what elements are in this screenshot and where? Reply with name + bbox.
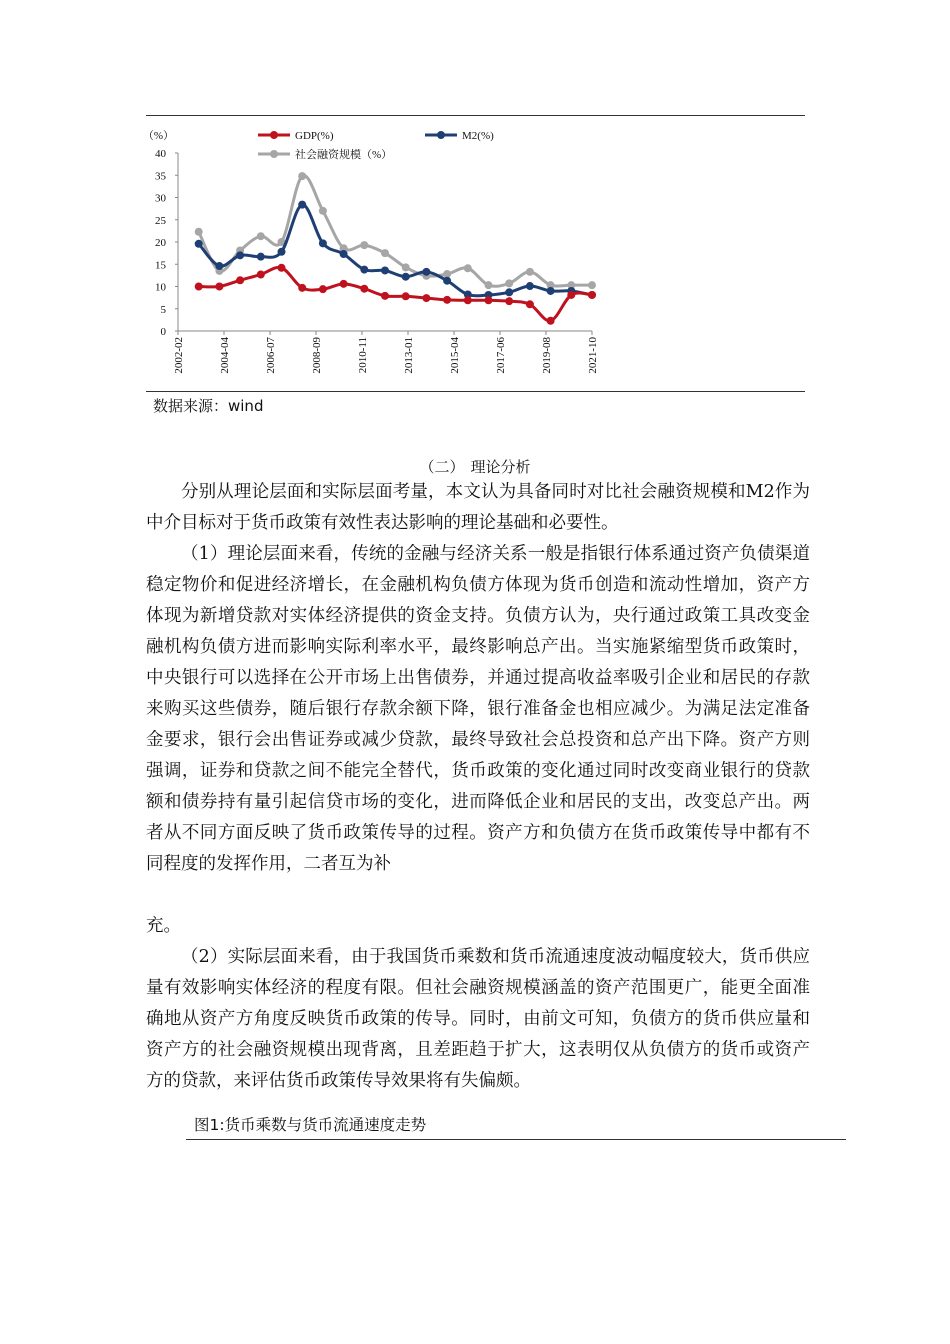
- data-point: [443, 296, 451, 304]
- data-point: [319, 207, 327, 215]
- data-point: [195, 228, 203, 236]
- legend-swatch-marker: [437, 131, 445, 139]
- data-point: [195, 283, 203, 291]
- x-tick-label: 2021-10: [587, 337, 599, 374]
- x-tick-label: 2015-04: [449, 337, 461, 374]
- data-point: [236, 276, 244, 284]
- data-point: [236, 251, 244, 259]
- data-point: [298, 284, 306, 292]
- section-heading: [0, 456, 950, 477]
- section-number: （二）: [419, 458, 465, 476]
- legend-label: GDP(%): [295, 130, 334, 142]
- data-point: [360, 266, 368, 274]
- data-point: [505, 297, 513, 305]
- data-point: [381, 266, 389, 274]
- paragraph-2-tail: 充。: [146, 916, 181, 936]
- y-tick-label: 10: [155, 281, 166, 294]
- legend-swatch-marker: [270, 131, 278, 139]
- x-axis-ticks: [173, 331, 599, 374]
- y-axis-ticks: [155, 148, 178, 338]
- figure-caption: 图1:货币乘数与货币流通速度走势: [194, 1116, 427, 1134]
- data-point: [547, 317, 555, 325]
- data-point: [319, 285, 327, 293]
- data-point: [464, 264, 472, 272]
- x-tick-label: 2004-04: [219, 337, 231, 374]
- data-point: [567, 291, 575, 299]
- data-point: [505, 288, 513, 296]
- data-point: [464, 296, 472, 304]
- data-point: [298, 201, 306, 209]
- y-tick-label: 35: [155, 170, 166, 183]
- data-point: [278, 248, 286, 256]
- data-point: [340, 280, 348, 288]
- series-1: [195, 201, 596, 299]
- data-point: [547, 287, 555, 295]
- legend-label: M2(%): [462, 130, 494, 142]
- data-point: [485, 281, 493, 289]
- data-point: [526, 282, 534, 290]
- x-tick-label: 2010-11: [357, 337, 369, 374]
- data-point: [195, 240, 203, 248]
- data-point: [402, 273, 410, 281]
- x-tick-label: 2017-06: [495, 337, 507, 374]
- data-point: [485, 296, 493, 304]
- data-point: [381, 292, 389, 300]
- y-unit-label: （%）: [142, 130, 174, 142]
- data-source-note: 数据来源：wind: [153, 397, 264, 415]
- legend-swatch-marker: [270, 150, 278, 158]
- data-point: [340, 250, 348, 258]
- data-point: [257, 253, 265, 261]
- data-point: [298, 172, 306, 180]
- data-point: [588, 281, 596, 289]
- x-tick-label: 2019-08: [541, 337, 553, 374]
- section-title: 理论分析: [470, 458, 531, 476]
- data-point: [402, 292, 410, 300]
- x-tick-label: 2013-01: [403, 337, 415, 374]
- data-point: [422, 294, 430, 302]
- y-tick-label: 0: [160, 326, 166, 338]
- data-point: [360, 285, 368, 293]
- data-point: [215, 283, 223, 291]
- data-point: [215, 262, 223, 270]
- series-2: [195, 172, 596, 289]
- paragraph-1: 分别从理论层面和实际层面考量，本文认为具备同时对比社会融资规模和M2作为中介目标对于货币政策有效性表达影响的理论基础和必要性。: [146, 482, 810, 533]
- paragraph-2: （1）理论层面来看，传统的金融与经济关系一般是指银行体系通过资产负债渠道稳定物价和促进经济增长，在金融机构负债方体现为货币创造和流动性增加，资产方体现为新增贷款对实体经济提供的资金支持。负债方认为，央行通过政策工具改变金融机构负债方进而影响实际利率水平，最终影响总产出。当实施紧缩型货币政策时，中央银行可以选择在公开市场上出售债券，并通过提高收益率吸引企业和居民的存款来购买这些债券，随后银行存款余额下降，银行准备金也相应减少。为满足法定准备金要求，银行会出售证券或减少贷款，最终导致社会总投资和总产出下降。资产方则强调，证券和贷款之间不能完全替代，货币政策的变化通过同时改变商业银行的贷款额和债券持有量引起信贷市场的变化，进而降低企业和居民的支出，改变总产出。两者从不同方面反映了货币政策传导的过程。资产方和负债方在货币政策传导中都有不同程度的发挥作用，二者互为补: [146, 544, 810, 874]
- x-tick-label: 2006-07: [265, 337, 277, 374]
- data-point: [319, 239, 327, 247]
- x-tick-label: 2002-02: [173, 337, 185, 374]
- top-rule: [146, 115, 805, 116]
- data-point: [360, 241, 368, 249]
- y-tick-label: 15: [155, 259, 166, 272]
- data-point: [257, 270, 265, 278]
- data-point: [278, 264, 286, 272]
- data-point: [526, 300, 534, 308]
- chart-legend: [258, 130, 494, 161]
- y-tick-label: 30: [155, 192, 166, 205]
- y-tick-label: 5: [160, 303, 166, 316]
- data-point: [443, 277, 451, 285]
- data-point: [257, 232, 265, 240]
- legend-label: 社会融资规模（%）: [295, 149, 393, 161]
- y-tick-label: 25: [155, 214, 166, 227]
- line-chart: [140, 118, 610, 393]
- data-point: [422, 268, 430, 276]
- x-tick-label: 2008-09: [311, 337, 323, 374]
- data-point: [505, 279, 513, 287]
- y-tick-label: 20: [155, 237, 166, 249]
- data-point: [402, 263, 410, 271]
- data-point: [381, 249, 389, 257]
- figure-rule: [186, 1139, 846, 1140]
- paragraph-3: （2）实际层面来看，由于我国货币乘数和货币流通速度波动幅度较大，货币供应量有效影响实体经济的程度有限。但社会融资规模涵盖的资产范围更广，能更全面准确地从资产方角度反映货币政策的传导。同时，由前文可知，负债方的货币供应量和资产方的社会融资规模出现背离，且差距趋于扩大，这表明仅从负债方的货币或资产方的贷款，来评估货币政策传导效果将有失偏颇。: [146, 947, 810, 1091]
- series-line: [199, 205, 592, 296]
- chart-bottom-rule: [146, 391, 805, 392]
- y-tick-label: 40: [155, 148, 166, 160]
- data-point: [588, 291, 596, 299]
- chart-lines: [195, 172, 596, 325]
- data-point: [526, 268, 534, 276]
